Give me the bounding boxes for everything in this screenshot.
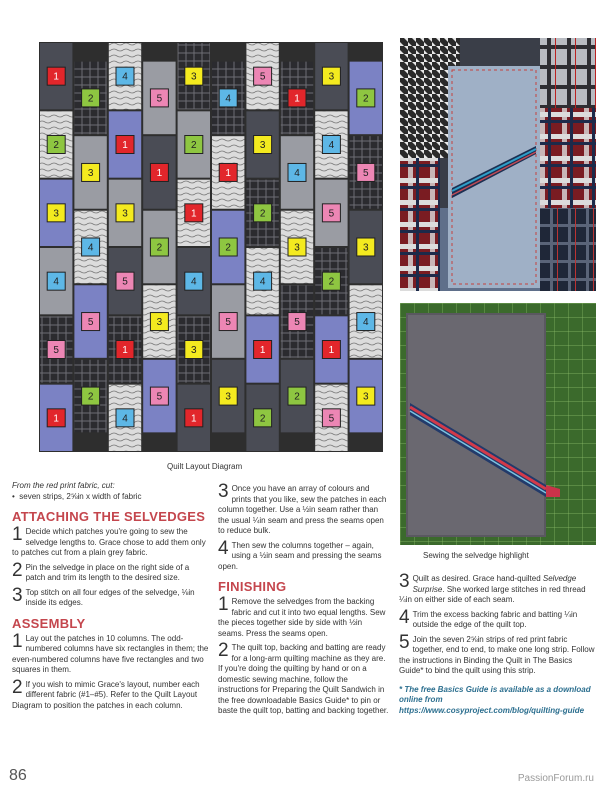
- fabric-number: 1: [191, 413, 197, 425]
- fabric-number: 4: [225, 93, 231, 105]
- fabric-number: 3: [259, 140, 266, 151]
- fabric-number: 5: [156, 93, 163, 105]
- fabric-number: 4: [122, 413, 128, 425]
- text-column-2: [218, 481, 390, 721]
- fabric-number: 5: [328, 208, 335, 220]
- heading-assembly: ASSEMBLY: [12, 615, 86, 631]
- heading-finishing: FINISHING: [218, 579, 287, 594]
- quilt-closeup-photo: [400, 38, 596, 291]
- step-item: 2 The quilt top, backing and batting are ready for a long-arm quilting machine as they are. If you're doing the quilting by hand or on a domestic sewing machine, follow the instructions for Preparing the Quilt Sandwich in the free downloadable Basics Guide* to pin or baste the quilt top, batting and backing together.: [218, 640, 389, 715]
- fabric-number: 3: [363, 242, 369, 254]
- step-item: 3 Once you have an array of colours and prints that you like, sew the patches in each column together. Use a ½in seam rather than the usual ¼in seam and press the seams open to reduce bulk.: [218, 481, 387, 535]
- fabric-number: 5: [294, 317, 300, 329]
- fabric-number: 1: [122, 140, 128, 151]
- quilt-layout-diagram: [39, 42, 383, 452]
- fabric-number: 1: [122, 345, 128, 356]
- step-item: 3 Quilt as desired. Grace hand-quilted Selvedge Surprise. She worked large stitches in red thread ¼in on either side of each seam.: [399, 571, 586, 604]
- fabric-number: 4: [87, 242, 94, 254]
- step-item: 1 Lay out the patches in 10 columns. The odd-numbered columns have six rectangles in them; the even-numbered columns have five rectangles and two squares in them.: [12, 630, 209, 674]
- fabric-number: 1: [328, 345, 335, 356]
- fabric-number: 2: [259, 413, 266, 425]
- fabric-number: 5: [122, 276, 128, 288]
- step-item: 4 Trim the excess backing fabric and batting ¼in outside the edge of the quilt top.: [399, 606, 578, 629]
- watermark: PassionForum.ru: [517, 773, 594, 784]
- quilt-caption: Quilt Layout Diagram: [167, 462, 243, 471]
- fabric-number: 2: [363, 93, 369, 105]
- fabric-number: 3: [191, 71, 197, 83]
- fabric-number: 2: [87, 93, 94, 105]
- fabric-number: 4: [259, 276, 266, 288]
- quilt-diagram-svg: [39, 42, 383, 452]
- fabric-number: 3: [191, 345, 197, 356]
- fabric-number: 5: [156, 391, 163, 403]
- fabric-number: 2: [225, 242, 231, 254]
- step-item: 1 Decide which patches you're going to sew the selvedge lengths to. Grace chose to add them only to patches cut from a plain grey fabric.: [12, 524, 206, 557]
- fabric-number: 2: [294, 391, 300, 403]
- assembly-steps: [12, 630, 210, 712]
- fabric-number: 4: [294, 167, 300, 179]
- fabric-number: 2: [191, 140, 197, 151]
- fabric-number: 1: [294, 93, 300, 105]
- fabric-number: 4: [363, 317, 369, 329]
- selvedge-steps: [12, 524, 210, 609]
- fabric-number: 1: [156, 167, 163, 179]
- step-item: 2 Pin the selvedge in place on the right side of a patch and trim its length to the desired size.: [12, 559, 190, 582]
- fabric-number: 3: [87, 167, 94, 179]
- fabric-number: 1: [225, 167, 231, 179]
- step-item: 4 Then sew the columns together – again, using a ½in seam and pressing the seams open.: [218, 537, 382, 571]
- basics-guide-note: * The free Basics Guide is available as a download online from https://www.cosyproject.com/blog/quilting-guide: [399, 684, 591, 715]
- fabric-number: 3: [363, 391, 369, 403]
- fabric-number: 3: [328, 71, 335, 83]
- fabric-number: 1: [53, 413, 59, 425]
- fabric-number: 2: [53, 140, 59, 151]
- page-number: 86: [9, 767, 27, 784]
- fabric-number: 1: [191, 208, 197, 220]
- fabric-number: 2: [87, 391, 94, 403]
- quilt-closeup-image: [400, 38, 596, 291]
- fabric-number: 3: [294, 242, 300, 254]
- fabric-number: 3: [122, 208, 128, 220]
- fabric-number: 2: [259, 208, 266, 220]
- selvedge-sewing-photo: [400, 303, 596, 545]
- step-item: 3 Top stitch on all four edges of the selvedge, ⅛in inside its edges.: [12, 584, 195, 607]
- fabric-number: 4: [191, 276, 197, 288]
- step-item: 5 Join the seven 2⅝in strips of red print fabric together, end to end, to make one long strip. Follow the instructions in Binding the Quilt in The Basics Guide* to bind the quilt using this strip.: [399, 631, 595, 675]
- fabric-number: 5: [225, 317, 231, 329]
- fabric-number: 4: [122, 71, 128, 83]
- fabric-number: 5: [53, 345, 59, 356]
- fabric-number: 5: [328, 413, 335, 425]
- heading-attaching-selvedges: ATTACHING THE SELVEDGES: [12, 509, 206, 524]
- fabric-number: 3: [225, 391, 231, 403]
- fabric-number: 4: [53, 276, 59, 288]
- fabric-number: 5: [87, 317, 94, 329]
- step-item: 2 If you wish to mimic Grace's layout, number each different fabric (#1–#5). Refer to the Quilt Layout Diagram to position the patches in each column.: [12, 676, 200, 710]
- selvedge-sewing-image: [400, 303, 596, 545]
- fabric-number: 1: [53, 71, 59, 83]
- cut-label: From the red print fabric, cut:: [12, 481, 115, 490]
- step-item: 1 Remove the selvedges from the backing fabric and cut it into two equal lengths. Sew the pieces together side by side with ½in seams. Press the seams open.: [218, 594, 386, 638]
- cut-item: seven strips, 2⅝in x width of fabric: [19, 491, 142, 501]
- fabric-number: 4: [328, 140, 335, 151]
- fabric-number: 5: [363, 167, 369, 179]
- fabric-number: 5: [259, 71, 266, 83]
- fabric-number: 3: [53, 208, 59, 220]
- fabric-number: 3: [156, 317, 163, 329]
- text-column-3: [399, 571, 595, 721]
- fabric-number: 1: [259, 345, 266, 356]
- fabric-number: 2: [328, 276, 335, 288]
- fabric-number: 2: [156, 242, 163, 254]
- text-column-1: From the red print fabric, cut: • seven strips, 2⅝in x width of fabric ATTACHING THE SELVEDGES 1 Decide which patches you're going to sew the selvedge lengths to. Grace chose to add them only to patches cut from a plain grey fabric. 2 Pin the selvedge in place on the right side of a patch and trim its length to the desired size. 3 Top stitch on all four edges of the selvedge, ⅛in inside its edges. ASSEMBLY 1 Lay out the patches in 10 columns. The odd-numbered columns have six rectangles in them; the even-numbered columns have five rectangles and two squares in them. 2 If you wish to mimic Grace's layout, number each different fabric (#1–#5). Refer to the Quilt Layout Diagram to position the patches in each column.: [12, 481, 209, 710]
- photo-caption: Sewing the selvedge highlight: [423, 551, 529, 560]
